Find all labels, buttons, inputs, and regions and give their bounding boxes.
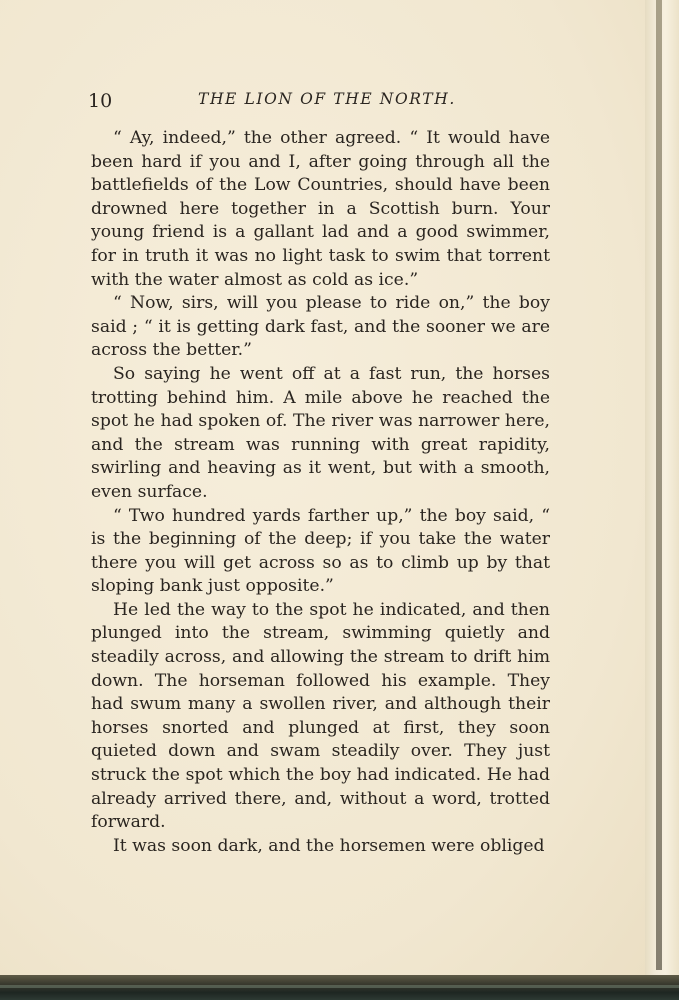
cover-highlight <box>0 985 679 988</box>
page-number: 10 <box>88 90 113 112</box>
paragraph: “ Two hundred yards farther up,” the boy said, “ is the beginning of the deep; if you take the water there you will get across so as to climb up by that sloping bank just opposite.” <box>91 505 550 597</box>
adjacent-page-edge <box>645 0 679 978</box>
body-text <box>91 127 550 858</box>
running-title: THE LION OF THE NORTH. <box>198 90 456 108</box>
paragraph: “ Ay, indeed,” the other agreed. “ It would have been hard if you and I, after going through all the battlefields of the Low Countries, should have been drowned here together in a Scottish burn. Your young friend is a gallant lad and a good swimmer, for in truth it was no light task to swim that torrent with the water almost as cold as ice.” <box>91 128 550 290</box>
paragraph: He led the way to the spot he indicated, and then plunged into the stream, swimming quietly and steadily across, and allowing the stream to drift him down. The horseman followed his example. They had swum many a swollen river, and although their horses snorted and plunged at first, they soon quieted down and swam steadily over. They just struck the spot which the boy had indicated. He had already arrived there, and, without a word, trotted forward. <box>91 599 550 833</box>
paragraph: “ Now, sirs, will you please to ride on,” the boy said ; “ it is getting dark fast, and the sooner we are across the better.” <box>91 293 550 361</box>
page-edge-shadow <box>656 0 662 970</box>
paragraph: So saying he went off at a fast run, the horses trotting behind him. A mile above he reached the spot he had spoken of. The river was narrower here, and the stream was running with great rapidity, swirling and heaving as it went, but with a smooth, even surface. <box>91 363 550 502</box>
page-header <box>88 86 558 116</box>
paragraph: It was soon dark, and the horsemen were obliged <box>113 835 545 856</box>
